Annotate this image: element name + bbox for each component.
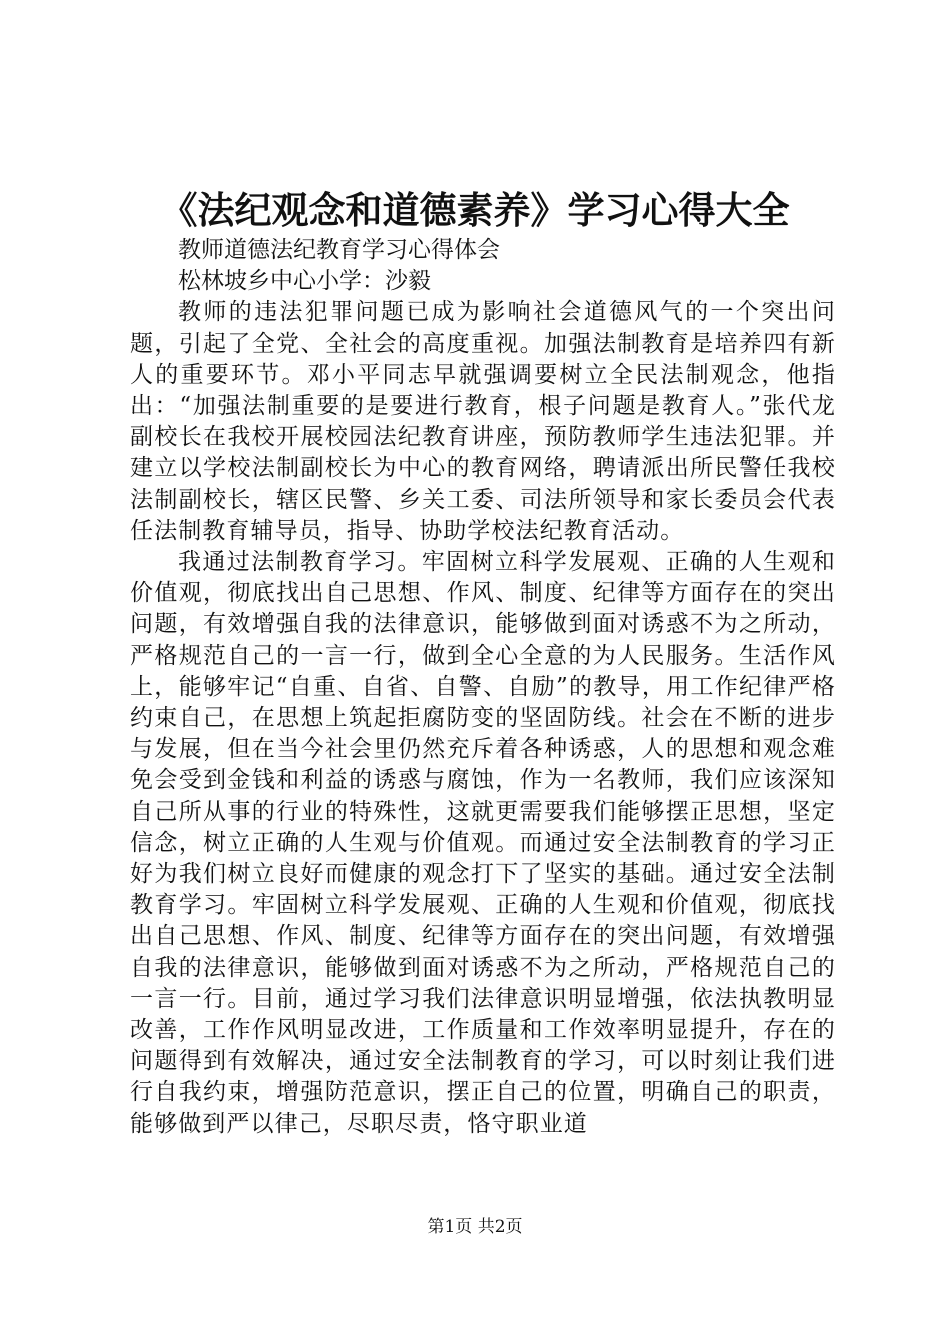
author-line: 松林坡乡中心小学：沙毅 [178, 268, 431, 295]
paragraph-1: 教师的违法犯罪问题已成为影响社会道德风气的一个突出问题，引起了全党、全社会的高度重视。加强法制教育是培养四有新人的重要环节。邓小平同志早就强调要树立全民法制观念，他指出：“加强法制重要的是要进行教育，根子问题是教育人。”张代龙副校长在我校开展校园法纪教育讲座，预防教师学生违法犯罪。并建立以学校法制副校长为中心的教育网络，聘请派出所民警任我校法制副校长，辖区民警、乡关工委、司法所领导和家长委员会代表任法制教育辅导员，指导、协助学校法纪教育活动。 [130, 299, 836, 544]
document-body [130, 235, 836, 1140]
paragraph-2: 我通过法制教育学习。牢固树立科学发展观、正确的人生观和价值观，彻底找出自己思想、作风、制度、纪律等方面存在的突出问题，有效增强自我的法律意识，能够做到面对诱惑不为之所动，严格规范自己的一言一行，做到全心全意的为人民服务。生活作风上，能够牢记“自重、自省、自警、自励”的教导，用工作纪律严格约束自己，在思想上筑起拒腐防变的坚固防线。社会在不断的进步与发展，但在当今社会里仍然充斥着各种诱惑，人的思想和观念难免会受到金钱和利益的诱惑与腐蚀，作为一名教师，我们应该深知自己所从事的行业的特殊性，这就更需要我们能够摆正思想，坚定信念，树立正确的人生观与价值观。而通过安全法制教育的学习正好为我们树立良好而健康的观念打下了坚实的基础。通过安全法制教育学习。牢固树立科学发展观、正确的人生观和价值观，彻底找出自己思想、作风、制度、纪律等方面存在的突出问题，有效增强自我的法律意识，能够做到面对诱惑不为之所动，严格规范自己的一言一行。目前，通过学习我们法律意识明显增强，依法执教明显改善，工作作风明显改进，工作质量和工作效率明显提升，存在的问题得到有效解决，通过安全法制教育的学习，可以时刻让我们进行自我约束，增强防范意识，摆正自己的位置，明确自己的职责，能够做到严以律己，尽职尽责，恪守职业道 [130, 549, 836, 1137]
document-subtitle: 教师道德法纪教育学习心得体会 [178, 237, 500, 263]
page-footer: 第1页 共2页 [427, 1217, 523, 1237]
document-title: 《法纪观念和道德素养》学习心得大全 [160, 188, 790, 232]
